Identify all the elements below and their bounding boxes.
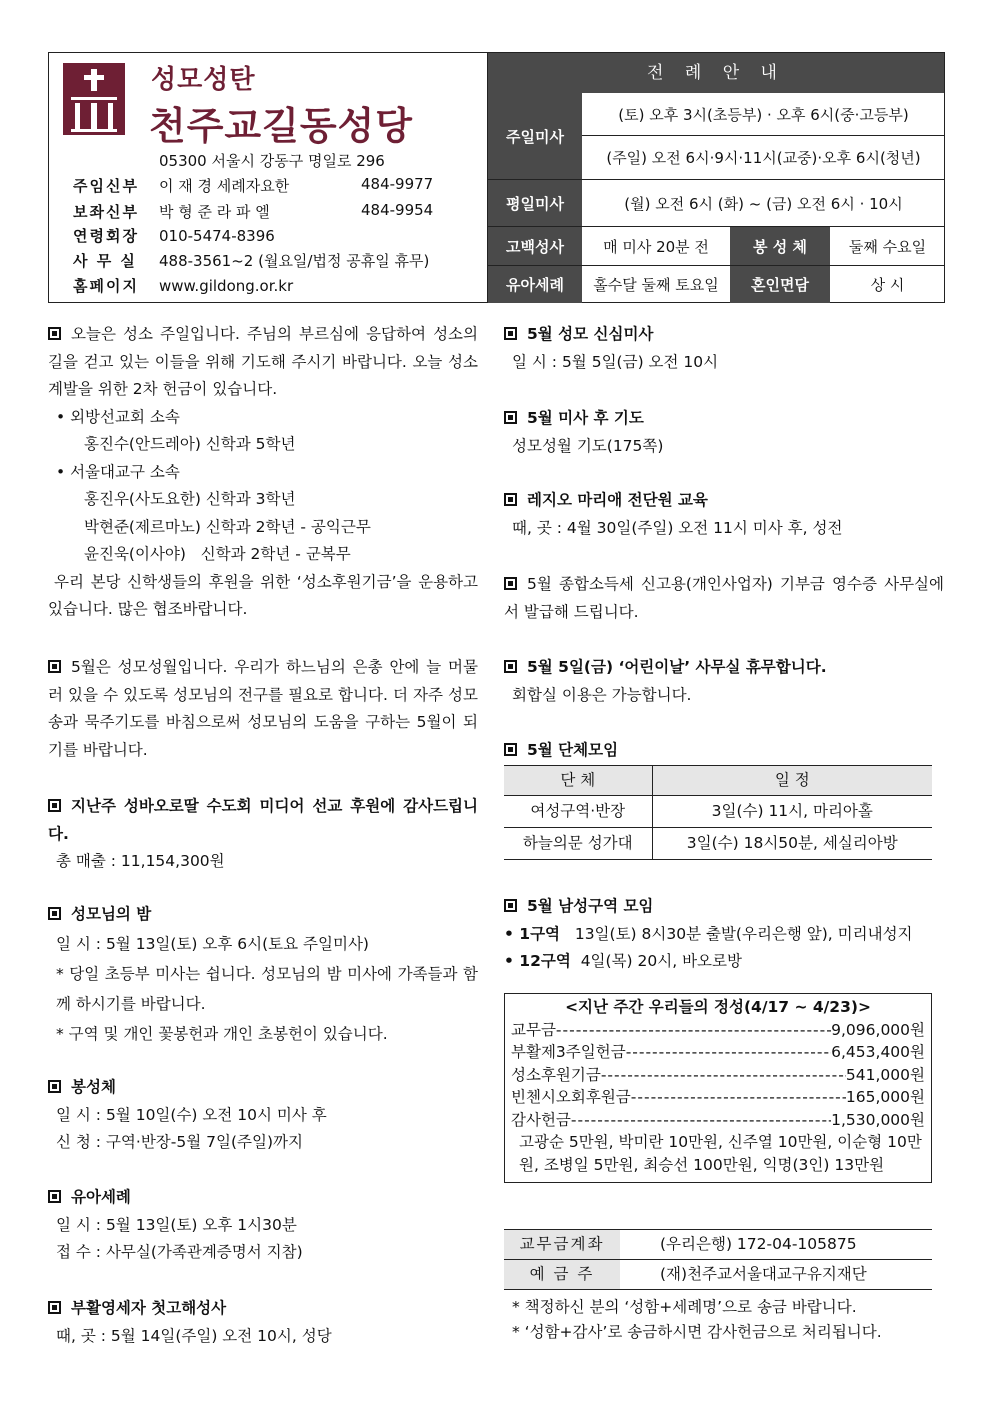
sunday-mass-sat: (토) 오후 3시(초등부) · 오후 6시(중·고등부)	[582, 93, 945, 136]
baptism-value: 홀수달 둘째 토요일	[593, 276, 719, 294]
notice-title: 5월 단체모임	[527, 741, 619, 759]
service-label: 봉 성 체	[730, 227, 830, 265]
staff-value: 박 형 준 라 파 엘	[159, 203, 270, 221]
bullet-square-icon	[504, 577, 517, 590]
district-schedule: 13일(토) 8시30분 출발(우리은행 앞), 미리내성지	[574, 924, 913, 943]
staff-row-homepage	[73, 275, 293, 296]
notice-text: 오늘은 성소 주일입니다. 주님의 부르심에 응답하여 성소의 길을 걷고 있는 이들을 위해 기도해 주시기 바랍니다. 오늘 성소 계발을 위한 2차 헌금이 있습니다.	[48, 325, 478, 398]
bullet-square-icon	[48, 907, 61, 920]
church-cross-icon	[63, 63, 125, 135]
group-label: • 서울대교구 소속	[56, 462, 180, 481]
weekday-mass-times: (월) 오전 6시 (화) ~ (금) 오전 6시 · 10시	[624, 194, 903, 213]
table-row	[504, 796, 932, 828]
donor-list: 고광순 5만원, 박미란 10만원, 신주열 10만원, 이순형 10만원, 조병일 5만원, 최승선 100만원, 익명(3인) 13만원	[519, 1133, 922, 1174]
marriage-label: 혼인면담	[730, 266, 830, 303]
childrens-day-notice	[504, 654, 944, 709]
sunday-mass-sun: (주일) 오전 6시·9시·11시(교중)·오후 6시(청년)	[606, 149, 921, 167]
baptism-row	[488, 265, 944, 303]
staff-key: 연령회장	[73, 227, 139, 245]
first-confession-notice	[48, 1295, 478, 1350]
offering-row: 감사헌금 ----- 1,530,000원	[511, 1109, 925, 1132]
after-mass-prayer-notice	[504, 405, 944, 460]
notice-title: 5월 성모 신심미사	[527, 325, 654, 343]
bullet-square-icon	[48, 327, 61, 340]
notice-title: 레지오 마리애 전단원 교육	[527, 491, 708, 509]
staff-key: 홈페이지	[73, 277, 139, 295]
homepage-link[interactable]: www.gildong.or.kr	[159, 277, 294, 295]
notice-title: 유아세례	[71, 1188, 131, 1206]
staff-row-office	[73, 250, 429, 271]
notice-line: 신 청 : 구역·반장-5월 7일(주일)까지	[56, 1133, 303, 1151]
staff-row-assistant	[73, 201, 434, 222]
notice-line: 일 시 : 5월 5일(금) 오전 10시	[512, 352, 719, 371]
staff-phone: 484-9977	[361, 175, 434, 193]
notice-title: 5월 미사 후 기도	[527, 409, 644, 427]
bullet-square-icon	[504, 493, 517, 506]
notice-text: 5월 종합소득세 신고용(개인사업자) 기부금 영수증 사무실에서 발급해 드립니다.	[504, 575, 944, 621]
confession-label: 고백성사	[488, 227, 582, 265]
notice-text: 우리 본당 신학생들의 후원을 위한 ‘성소후원기금’을 운용하고 있습니다. 많은 협조바랍니다.	[48, 572, 478, 618]
seminarian: 홍진우(사도요한) 신학과 3학년	[84, 490, 296, 508]
notice-title: 5월 5일(금) ‘어린이날’ 사무실 휴무합니다.	[527, 658, 827, 676]
account-key: 예 금 주	[504, 1260, 620, 1290]
notice-title: 5월 남성구역 모임	[527, 897, 654, 915]
vocation-sunday-notice	[48, 321, 478, 624]
district-schedule: 4일(목) 20시, 바오로방	[580, 952, 742, 970]
bullet-square-icon	[504, 411, 517, 424]
offering-row: 빈첸시오회후원금 ----- 165,000원	[511, 1086, 925, 1109]
marriage-value: 상 시	[870, 276, 905, 294]
staff-key: 사 무 실	[73, 252, 137, 270]
staff-key: 보좌신부	[73, 203, 139, 221]
notice-text: 5월은 성모성월입니다. 우리가 하느님의 은총 안에 늘 머물러 있을 수 있도록 성모님의 전구를 필요로 합니다. 더 자주 성모송과 묵주기도를 바침으로써 성모님의 도움을 구하는 5월이 되기를 바랍니다.	[48, 658, 478, 759]
notice-line: 일 시 : 5월 13일(토) 오후 6시(토요 주일미사)	[56, 934, 369, 953]
staff-phone: 484-9954	[361, 201, 434, 219]
bullet-square-icon	[504, 327, 517, 340]
account-row	[504, 1230, 932, 1260]
confession-row	[488, 226, 944, 265]
account-number[interactable]: (우리은행) 172-04-105875	[620, 1230, 932, 1260]
table-cell: 여성구역·반장	[504, 796, 652, 828]
marian-month-notice	[48, 654, 478, 764]
staff-value: 488-3561~2 (월요일/법정 공휴일 휴무)	[159, 252, 430, 270]
church-name: 천주교길동성당	[149, 104, 413, 148]
church-logo	[63, 63, 125, 135]
staff-key: 주임신부	[73, 177, 139, 195]
staff-row-funeral	[73, 225, 275, 246]
tax-receipt-notice	[504, 571, 944, 626]
service-value: 둘째 수요일	[848, 237, 927, 256]
notice-line: * 구역 및 개인 꽃봉헌과 개인 초봉헌이 있습니다.	[56, 1024, 388, 1043]
liturgy-schedule	[487, 53, 944, 302]
notice-line: 때, 곳 : 4월 30일(주일) 오전 11시 미사 후, 성전	[512, 518, 843, 537]
notice-line: * 당일 초등부 미사는 쉽니다. 성모님의 밤 미사에 가족들과 함께 하시기를 바랍니다.	[56, 964, 478, 1013]
seminarian: 홍진수(안드레아) 신학과 5학년	[84, 435, 296, 453]
bullet-square-icon	[48, 1080, 61, 1093]
sales-total: 총 매출 : 11,154,300원	[56, 852, 225, 870]
infant-baptism-notice	[48, 1184, 478, 1267]
table-cell: 3일(수) 18시50분, 세실리아방	[652, 828, 932, 860]
account-row	[504, 1260, 932, 1290]
notice-line: 일 시 : 5월 10일(수) 오전 10시 미사 후	[56, 1105, 327, 1124]
weekday-mass-label: 평일미사	[488, 180, 582, 226]
offering-row: 교무금 ----- 9,096,000원	[511, 1019, 925, 1042]
bullet-square-icon	[48, 1301, 61, 1314]
group-meeting-notice	[504, 737, 944, 765]
confession-value: 매 미사 20분 전	[603, 237, 709, 256]
table-header: 일 정	[652, 766, 932, 796]
bullet-square-icon	[504, 660, 517, 673]
baptism-label: 유아세례	[488, 266, 582, 303]
notice-title: 지난주 성바오로딸 수도회 미디어 선교 후원에 감사드립니다.	[48, 797, 478, 843]
group-meeting-table	[504, 765, 932, 860]
notice-line: 때, 곳 : 5월 14일(주일) 오전 10시, 성당	[56, 1326, 332, 1345]
table-header: 단 체	[504, 766, 652, 796]
transfer-note: * 책정하신 분의 ‘성함+세례명’으로 송금 바랍니다.	[512, 1298, 857, 1316]
sunday-mass-row	[488, 93, 944, 179]
weekly-offering-box	[504, 993, 932, 1183]
media-mission-notice	[48, 793, 478, 876]
offering-title: <지난 주간 우리들의 정성(4/17 ~ 4/23)>	[565, 998, 871, 1016]
bullet-square-icon	[48, 660, 61, 673]
transfer-notes	[504, 1295, 944, 1345]
mens-district-notice	[504, 893, 944, 976]
bullet-square-icon	[504, 899, 517, 912]
staff-value: 이 재 경 세례자요한	[159, 177, 290, 195]
legio-education-notice	[504, 487, 944, 542]
notice-title: 봉성체	[71, 1078, 116, 1096]
table-cell: 하늘의문 성가대	[504, 828, 652, 860]
weekday-mass-row	[488, 179, 944, 226]
church-info	[49, 53, 487, 302]
church-subtitle: 성모성탄	[151, 65, 256, 95]
district-label: • 1구역	[504, 924, 561, 943]
bullet-square-icon	[48, 1190, 61, 1203]
account-holder: (재)천주교서울대교구유지재단	[620, 1260, 932, 1290]
schedule-title: 전 례 안 내	[488, 53, 944, 93]
notice-line: 접 수 : 사무실(가족관계증명서 지참)	[56, 1243, 303, 1261]
offering-row: 성소후원기금 ----- 541,000원	[511, 1064, 925, 1087]
communion-visit-notice	[48, 1074, 478, 1157]
account-table	[504, 1229, 932, 1290]
table-row	[504, 828, 932, 860]
staff-row-pastor	[73, 175, 434, 196]
transfer-note: * ‘성함+감사’로 송금하시면 감사헌금으로 처리됩니다.	[512, 1323, 882, 1341]
notice-line: 회합실 이용은 가능합니다.	[512, 685, 692, 704]
district-label: • 12구역	[504, 952, 571, 970]
sunday-mass-label: 주일미사	[488, 93, 582, 179]
seminarian: 박현준(제르마노) 신학과 2학년 - 공익근무	[84, 517, 371, 536]
church-address: 05300 서울시 강동구 명일로 296	[159, 152, 385, 170]
devotion-mass-notice	[504, 321, 944, 376]
bullet-square-icon	[504, 743, 517, 756]
notice-title: 성모님의 밤	[71, 905, 152, 923]
staff-value: 010-5474-8396	[159, 227, 275, 245]
notice-line: 성모성월 기도(175쪽)	[512, 436, 664, 455]
notice-title: 부활영세자 첫고해성사	[71, 1299, 227, 1317]
notice-line: 일 시 : 5월 13일(토) 오후 1시30분	[56, 1215, 297, 1234]
mary-night-notice	[48, 901, 478, 1049]
bulletin-header	[48, 52, 945, 303]
offering-row: 부활제3주일헌금 ----- 6,453,400원	[511, 1041, 925, 1064]
table-cell: 3일(수) 11시, 마리아홀	[652, 796, 932, 828]
group-label: • 외방선교회 소속	[56, 407, 180, 426]
bullet-square-icon	[48, 799, 61, 812]
seminarian: 윤진욱(이사야) 신학과 2학년 - 군복무	[84, 545, 351, 563]
account-key: 교무금계좌	[504, 1230, 620, 1260]
